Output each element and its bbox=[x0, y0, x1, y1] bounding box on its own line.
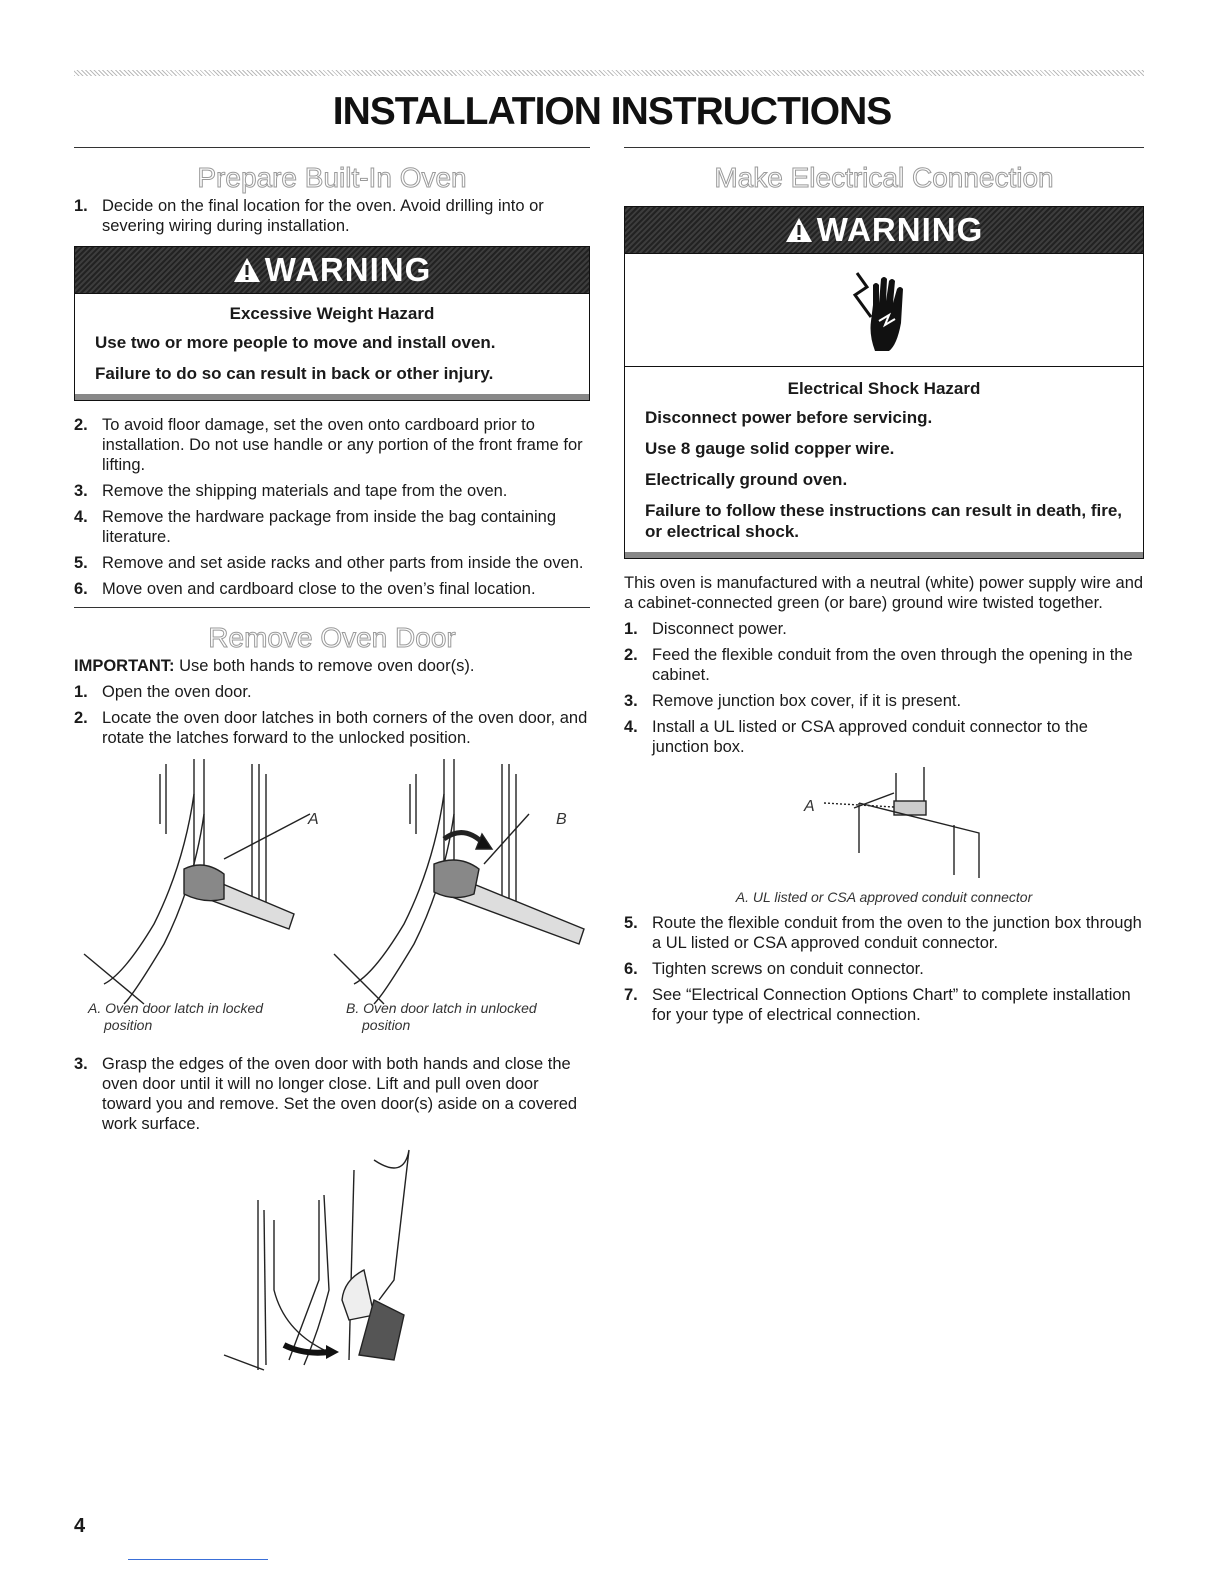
hazard-title: Excessive Weight Hazard bbox=[229, 304, 435, 323]
door-removal-illustration bbox=[74, 1140, 590, 1380]
remove-step-3 bbox=[74, 1054, 590, 1134]
shock-warning-box bbox=[624, 206, 1144, 559]
remove-door-heading: Remove Oven Door bbox=[208, 622, 456, 653]
list-item: 4. Remove the hardware package from inside the bag containing literature. bbox=[74, 508, 557, 546]
remove-steps bbox=[74, 682, 590, 748]
warning-banner: WARNING bbox=[75, 247, 589, 294]
list-item: 2. Locate the oven door latches in both corners of the oven door, and rotate the latches forward to the unlocked position. bbox=[74, 709, 588, 747]
figure-label-a: A bbox=[308, 811, 319, 828]
warning-line: Failure to follow these instructions can result in death, fire, or electrical shock. bbox=[645, 501, 1123, 541]
warning-banner: WARNING bbox=[625, 207, 1143, 254]
footer-rule bbox=[128, 1559, 268, 1560]
list-item: 3. Remove the shipping materials and tape from the oven. bbox=[74, 482, 508, 500]
conduit-caption: A. UL listed or CSA approved conduit connector bbox=[735, 889, 1033, 905]
page-number: 4 bbox=[74, 1515, 86, 1537]
prepare-steps-a bbox=[74, 196, 590, 236]
list-item: 5. Route the flexible conduit from the oven to the junction box through a UL listed or CSA approved conduit connector. bbox=[624, 914, 1142, 952]
warning-line: Use two or more people to move and install oven. bbox=[95, 333, 496, 352]
conduit-connector-figure bbox=[624, 763, 1144, 913]
caption-unlocked: B. Oven door latch in unlocked position bbox=[346, 1000, 537, 1033]
warning-triangle-icon bbox=[233, 257, 261, 283]
list-item: 6. Move oven and cardboard close to the oven’s final location. bbox=[74, 580, 536, 598]
conduit-connector-illustration bbox=[624, 763, 1144, 881]
warning-line: Failure to do so can result in back or other injury. bbox=[95, 364, 494, 383]
weight-warning-box bbox=[74, 246, 590, 401]
list-item: 1. Disconnect power. bbox=[624, 620, 787, 638]
top-decorative-bar bbox=[74, 70, 1144, 76]
important-note: IMPORTANT: Use both hands to remove oven door(s). bbox=[74, 657, 475, 675]
warning-line: Use 8 gauge solid copper wire. bbox=[645, 439, 895, 458]
figure-label-b: B bbox=[556, 811, 567, 828]
section-divider bbox=[74, 607, 590, 608]
door-latch-illustration bbox=[74, 754, 590, 1014]
door-latch-figure bbox=[74, 754, 590, 1054]
prepare-steps-b bbox=[74, 415, 590, 599]
electrical-heading: Make Electrical Connection bbox=[714, 162, 1054, 193]
list-item: 4. Install a UL listed or CSA approved conduit connector to the junction box. bbox=[624, 718, 1088, 756]
page-title: INSTALLATION INSTRUCTIONS bbox=[332, 90, 892, 133]
warning-line: Disconnect power before servicing. bbox=[645, 408, 933, 427]
list-item: 6. Tighten screws on conduit connector. bbox=[624, 960, 924, 978]
warning-line: Electrically ground oven. bbox=[645, 470, 848, 489]
right-column bbox=[624, 147, 1144, 1031]
list-item: 1. Decide on the final location for the oven. Avoid drilling into or severing wiring during installation. bbox=[74, 197, 544, 235]
intro-paragraph: This oven is manufactured with a neutral (white) power supply wire and a cabinet-connected green (or bare) ground wire twisted together. bbox=[624, 574, 1144, 612]
list-item: 7. See “Electrical Connection Options Chart” to complete installation for your type of electrical connection. bbox=[624, 986, 1131, 1024]
hazard-title: Electrical Shock Hazard bbox=[787, 379, 981, 398]
list-item: 2. Feed the flexible conduit from the oven through the opening in the cabinet. bbox=[624, 646, 1133, 684]
list-item: 2. To avoid floor damage, set the oven onto cardboard prior to installation. Do not use handle or any portion of the front frame for lifting. bbox=[74, 416, 583, 474]
left-column bbox=[74, 147, 590, 1380]
shock-hazard-pictogram bbox=[625, 254, 1143, 367]
list-item: 3. Grasp the edges of the oven door with both hands and close the oven door until it will no longer close. Lift and pull oven door toward you and remove. Set the oven door(s) aside on a covered work surface. bbox=[74, 1055, 578, 1133]
caption-locked: A. Oven door latch in locked position bbox=[88, 1000, 264, 1033]
list-item: 5. Remove and set aside racks and other parts from inside the oven. bbox=[74, 554, 584, 572]
figure-label-a: A bbox=[804, 798, 815, 815]
list-item: 3. Remove junction box cover, if it is present. bbox=[624, 692, 962, 710]
electrical-steps-b bbox=[624, 913, 1144, 1025]
section-divider bbox=[624, 147, 1144, 148]
electric-shock-hand-icon bbox=[849, 265, 919, 355]
prepare-heading: Prepare Built-In Oven bbox=[197, 162, 467, 193]
list-item: 1. Open the oven door. bbox=[74, 683, 252, 701]
warning-triangle-icon bbox=[785, 217, 813, 243]
section-divider bbox=[74, 147, 590, 148]
electrical-steps-a bbox=[624, 619, 1144, 757]
